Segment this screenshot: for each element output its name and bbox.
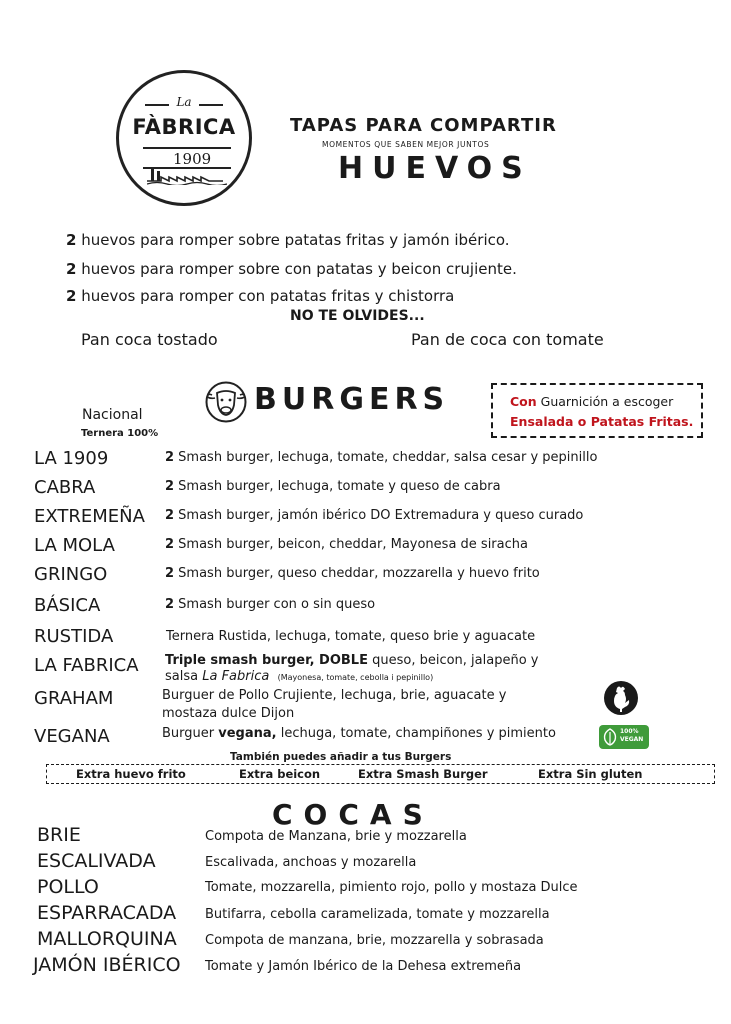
burger-desc: 2 Smash burger, jamón ibérico DO Extremadura y queso curado	[165, 508, 584, 523]
extra-item: Extra Sin gluten	[538, 767, 643, 781]
logo-year: 1909	[173, 150, 212, 168]
coca-name: MALLORQUINA	[37, 928, 177, 950]
coca-desc: Tomate y Jamón Ibérico de la Dehesa extremeña	[205, 959, 522, 974]
logo-la: La	[176, 95, 192, 109]
burger-name: CABRA	[34, 477, 96, 498]
cocas-title: COCAS	[272, 798, 434, 831]
burgers-title: BURGERS	[254, 382, 450, 417]
coca-name: JAMÓN IBÉRICO	[33, 954, 181, 976]
logo-name: FÀBRICA	[132, 115, 236, 139]
extra-item: Extra Smash Burger	[358, 767, 488, 781]
coca-desc: Butifarra, cebolla caramelizada, tomate y mozzarella	[205, 907, 550, 922]
burger-name: LA MOLA	[34, 535, 115, 556]
burger-desc-line2: mostaza dulce Dijon	[162, 706, 295, 721]
guarnicion-line1	[510, 394, 673, 409]
burger-name: GRINGO	[34, 564, 108, 585]
coca-name: ESPARRACADA	[37, 902, 177, 924]
huevos-text: huevos para romper sobre patatas fritas y jamón ibérico.	[76, 231, 510, 249]
burger-desc: Burguer vegana, lechuga, tomate, champiñones y pimiento	[162, 726, 556, 741]
logo-divider	[145, 104, 169, 106]
logo	[116, 70, 252, 206]
huevos-qty: 2	[66, 260, 77, 278]
extra-item: Extra huevo frito	[76, 767, 186, 781]
tapas-title: TAPAS PARA COMPARTIR	[290, 115, 557, 136]
ternera-label: Ternera 100%	[81, 428, 159, 439]
guarnicion-box	[491, 383, 703, 438]
pan-coca-tomate: Pan de coca con tomate	[411, 330, 604, 349]
burger-desc: 2 Smash burger, lechuga, tomate y queso de cabra	[165, 479, 501, 494]
burger-name: VEGANA	[34, 726, 110, 747]
cow-icon	[203, 381, 249, 423]
burger-desc: 2 Smash burger con o sin queso	[165, 597, 376, 612]
leaf-icon	[602, 728, 618, 746]
guarnicion-text: Guarnición a escoger	[536, 394, 674, 409]
burger-desc: 2 Smash burger, beicon, cheddar, Mayonesa de siracha	[165, 537, 528, 552]
coca-desc: Tomate, mozzarella, pimiento rojo, pollo y mostaza Dulce	[205, 880, 578, 895]
burger-name: RUSTIDA	[34, 626, 114, 647]
no-olvides-title: NO TE OLVIDES...	[290, 308, 425, 324]
factory-icon	[147, 169, 227, 185]
burger-desc: Ternera Rustida, lechuga, tomate, queso brie y aguacate	[166, 629, 536, 644]
burger-desc: Triple smash burger, DOBLE queso, beicon, jalapeño y	[165, 653, 539, 668]
coca-desc: Compota de Manzana, brie y mozzarella	[205, 829, 467, 844]
huevos-item	[66, 231, 510, 249]
pan-coca-tostado: Pan coca tostado	[81, 330, 218, 349]
huevos-qty: 2	[66, 231, 77, 249]
logo-year-box	[143, 147, 231, 169]
guarnicion-con: Con	[510, 394, 537, 409]
burger-desc: 2 Smash burger, queso cheddar, mozzarella y huevo frito	[165, 566, 540, 581]
coca-name: POLLO	[37, 876, 99, 898]
burger-desc-line2: salsa La Fabrica (Mayonesa, tomate, cebolla i pepinillo)	[165, 669, 434, 684]
huevos-item	[66, 260, 517, 278]
rooster-icon	[603, 680, 639, 716]
guarnicion-options: Ensalada o Patatas Fritas.	[510, 414, 694, 429]
burger-desc: 2 Smash burger, lechuga, tomate, cheddar, salsa cesar y pepinillo	[165, 450, 598, 465]
nacional-label: Nacional	[82, 407, 143, 423]
burger-desc: Burguer de Pollo Crujiente, lechuga, brie, aguacate y	[162, 688, 507, 703]
burger-name: BÁSICA	[34, 595, 101, 616]
vegan-badge-text: 100% VEGAN	[620, 728, 644, 743]
coca-desc: Compota de manzana, brie, mozzarella y sobrasada	[205, 933, 544, 948]
coca-desc: Escalivada, anchoas y mozarella	[205, 855, 417, 870]
burger-name: LA FABRICA	[34, 655, 139, 676]
burger-name: EXTREMEÑA	[34, 506, 145, 527]
extras-title: También puedes añadir a tus Burgers	[230, 751, 452, 763]
logo-divider	[199, 104, 223, 106]
coca-name: BRIE	[37, 824, 81, 846]
burger-name: GRAHAM	[34, 688, 114, 709]
extra-item: Extra beicon	[239, 767, 321, 781]
huevos-text: huevos para romper sobre con patatas y beicon crujiente.	[76, 260, 517, 278]
coca-name: ESCALIVADA	[37, 850, 156, 872]
huevos-text: huevos para romper con patatas fritas y chistorra	[76, 287, 455, 305]
huevos-title: HUEVOS	[338, 151, 532, 186]
vegan-badge	[599, 725, 649, 749]
huevos-qty: 2	[66, 287, 77, 305]
tapas-subtitle: MOMENTOS QUE SABEN MEJOR JUNTOS	[322, 140, 490, 149]
huevos-item	[66, 287, 454, 305]
burger-name: LA 1909	[34, 448, 109, 469]
